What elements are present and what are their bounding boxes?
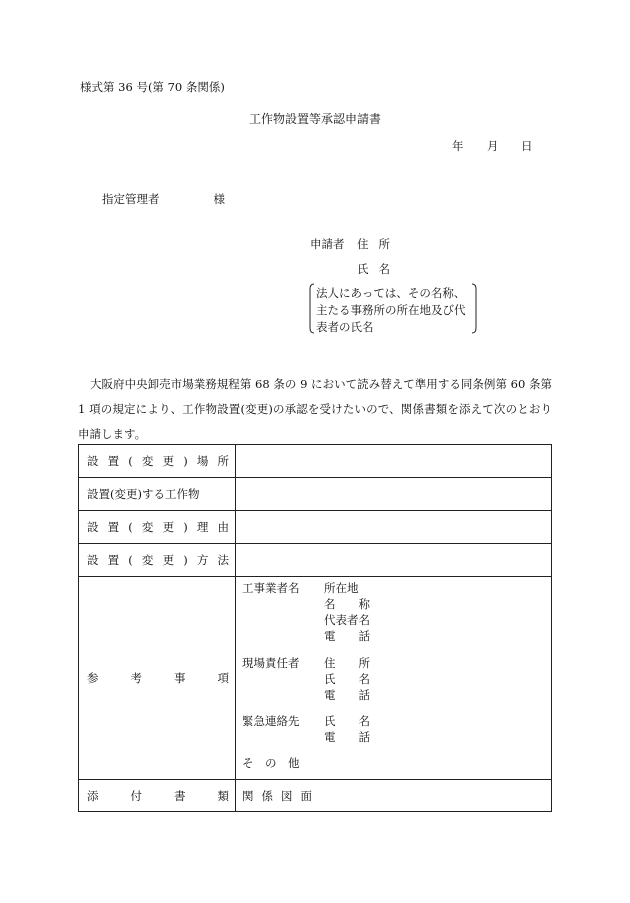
table-row [79, 478, 552, 511]
site-manager-address-label: 住 所 [324, 656, 370, 670]
reason-field[interactable] [236, 511, 552, 544]
date-day-label: 日 [521, 139, 533, 153]
reference-details [236, 577, 551, 779]
contractor-name-label: 名 称 [324, 597, 370, 611]
document-title: 工作物設置等承認申請書 [248, 112, 381, 126]
site-manager-title: 現場責任者 [242, 656, 300, 670]
installation-location-label: 設置(変更)場所 [79, 445, 236, 478]
attachments-value: 関係図面 [236, 780, 552, 812]
addressee-honorific: 様 [213, 192, 225, 206]
addressee-name: 指定管理者 [102, 192, 160, 206]
attachments-label: 添付書類 [79, 780, 236, 812]
reference-label: 参考事項 [79, 577, 236, 780]
form-number: 様式第 36 号(第 70 条関係) [80, 80, 225, 94]
contractor-phone-label: 電 話 [324, 629, 370, 643]
structure-label: 設置(変更)する工作物 [79, 478, 236, 511]
applicant-address-label: 住所 [357, 237, 400, 251]
reason-label: 設置(変更)理由 [79, 511, 236, 544]
table-row [79, 577, 552, 780]
structure-field[interactable] [236, 478, 552, 511]
corporate-note-line-2: 主たる事務所の所在地及び代 [316, 303, 466, 317]
emergency-phone-label: 電 話 [324, 730, 370, 744]
date-year-label: 年 [452, 139, 464, 153]
bracket-decoration [308, 283, 478, 334]
site-manager-phone-label: 電 話 [324, 688, 370, 702]
date-month-label: 月 [487, 139, 499, 153]
method-field[interactable] [236, 544, 552, 577]
emergency-contact-title: 緊急連絡先 [242, 714, 300, 728]
corporate-note-line-3: 表者の氏名 [316, 320, 374, 334]
corporate-note-line-1: 法人にあっては、その名称、 [316, 286, 466, 300]
method-label: 設置(変更)方法 [79, 544, 236, 577]
application-table [78, 444, 552, 812]
contractor-address-label: 所在地 [324, 581, 359, 595]
table-row [79, 511, 552, 544]
table-row [79, 544, 552, 577]
applicant-label: 申請者 [310, 237, 345, 251]
table-row [79, 780, 552, 812]
table-row [79, 445, 552, 478]
emergency-name-label: 氏 名 [324, 714, 370, 728]
corporate-note [308, 283, 478, 334]
other-label: そ の 他 [242, 756, 300, 770]
contractor-title: 工事業者名 [242, 581, 300, 595]
contractor-representative-label: 代表者名 [324, 613, 370, 627]
reference-field[interactable] [236, 577, 552, 780]
site-manager-name-label: 氏 名 [324, 672, 370, 686]
installation-location-field[interactable] [236, 445, 552, 478]
application-statement: 大阪府中央卸売市場業務規程第 68 条の 9 において読み替えて準用する同条例第 60 条第 1 項の規定により、工作物設置(変更)の承認を受けたいので、関係書類を添えて次のとおり申請します。 [78, 377, 552, 441]
addressee [102, 191, 225, 207]
applicant-name-label: 氏名 [357, 262, 400, 276]
